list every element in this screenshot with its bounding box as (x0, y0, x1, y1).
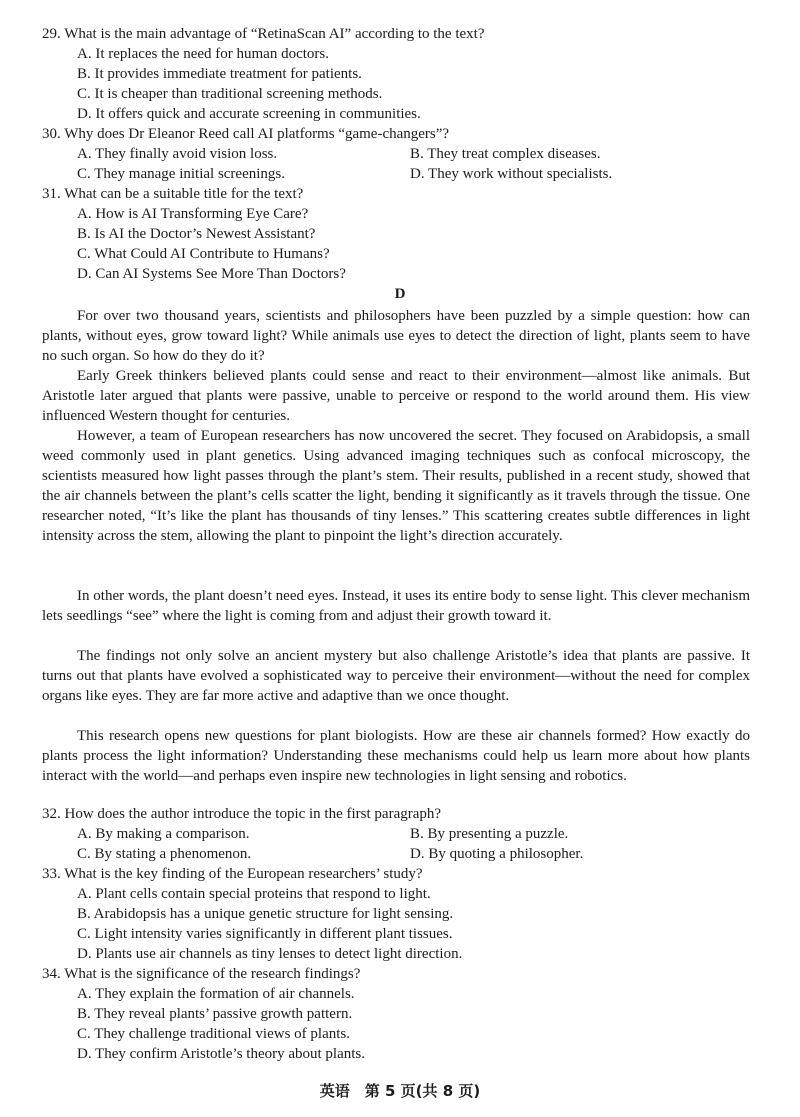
page-footer: 英语 第 5 页(共 8 页) (319, 1082, 481, 1100)
question-31: 31. What can be a suitable title for the text? (42, 186, 304, 202)
q34-option-c[interactable]: C. They challenge traditional views of plants. (77, 1026, 350, 1042)
q31-option-c[interactable]: C. What Could AI Contribute to Humans? (77, 246, 330, 262)
q34-option-b[interactable]: B. They reveal plants’ passive growth pattern. (77, 1006, 353, 1022)
q31-option-b[interactable]: B. Is AI the Doctor’s Newest Assistant? (77, 226, 316, 242)
q34-option-a[interactable]: A. They explain the formation of air channels. (77, 986, 355, 1002)
q31-option-d[interactable]: D. Can AI Systems See More Than Doctors? (77, 266, 346, 282)
section-label: D (394, 286, 406, 302)
q29-option-b[interactable]: B. It provides immediate treatment for patients. (77, 66, 362, 82)
q31-option-a[interactable]: A. How is AI Transforming Eye Care? (77, 206, 309, 222)
question-32: 32. How does the author introduce the topic in the first paragraph? (42, 806, 442, 822)
q32-option-b[interactable]: B. By presenting a puzzle. (410, 826, 569, 842)
question-30: 30. Why does Dr Eleanor Reed call AI platforms “game-changers”? (42, 126, 450, 142)
q33-option-b[interactable]: B. Arabidopsis has a unique genetic structure for light sensing. (77, 906, 454, 922)
q29-option-d[interactable]: D. It offers quick and accurate screening in communities. (77, 106, 421, 122)
q30-option-d[interactable]: D. They work without specialists. (410, 166, 613, 182)
passage-paragraph-5: The findings not only solve an ancient mystery but also challenge Aristotle’s idea that plants are passive. It turns out that plants have evolved a sophisticated way to perceive their environment—without the need for complex organs like eyes. They are far more active and adaptive than we once thought. (42, 648, 750, 704)
passage-paragraph-1: For over two thousand years, scientists and philosophers have been puzzled by a simple question: how can plants, without eyes, grow toward light? While animals use eyes to detect the direction of light, plants seem to have no such organ. So how do they do it? (42, 308, 750, 364)
q29-option-a[interactable]: A. It replaces the need for human doctors. (77, 46, 329, 62)
q33-option-a[interactable]: A. Plant cells contain special proteins that respond to light. (77, 886, 431, 902)
q29-option-c[interactable]: C. It is cheaper than traditional screening methods. (77, 86, 383, 102)
q32-option-a[interactable]: A. By making a comparison. (77, 826, 250, 842)
passage-paragraph-2: Early Greek thinkers believed plants could sense and react to their environment—almost like animals. But Aristotle later argued that plants were passive, unable to perceive or respond to the world around them. His view influenced Western thought for centuries. (42, 368, 750, 424)
passage-paragraph-3: However, a team of European researchers has now uncovered the secret. They focused on Arabidopsis, a small weed commonly used in plant genetics. Using advanced imaging techniques such as confocal microscopy, the scientists measured how light passes through the plant’s stem. Their results, published in a recent study, showed that the air channels between the plant’s cells scatter the light, bending it significantly as it travels through the tissue. One researcher noted, “It’s like the plant has thousands of tiny lenses.” This scattering creates subtle differences in light intensity across the stem, allowing the plant to pinpoint the light’s direction accurately. (42, 428, 750, 544)
passage-paragraph-6: This research opens new questions for plant biologists. How are these air channels formed? How exactly do plants process the light information? Understanding these mechanisms could help us learn more about how plants interact with the world—and perhaps even inspire new technologies in light sensing and robotics. (42, 728, 750, 784)
q30-option-b[interactable]: B. They treat complex diseases. (410, 146, 601, 162)
question-29: 29. What is the main advantage of “RetinaScan AI” according to the text? (42, 26, 485, 42)
passage-paragraph-4: In other words, the plant doesn’t need eyes. Instead, it uses its entire body to sense light. This clever mechanism lets seedlings “see” where the light is coming from and adjust their growth toward it. (42, 588, 750, 624)
question-33: 33. What is the key finding of the European researchers’ study? (42, 866, 423, 882)
q30-option-a[interactable]: A. They finally avoid vision loss. (77, 146, 278, 162)
q32-option-c[interactable]: C. By stating a phenomenon. (77, 846, 252, 862)
q33-option-c[interactable]: C. Light intensity varies significantly in different plant tissues. (77, 926, 453, 942)
q32-option-d[interactable]: D. By quoting a philosopher. (410, 846, 584, 862)
q30-option-c[interactable]: C. They manage initial screenings. (77, 166, 286, 182)
q34-option-d[interactable]: D. They confirm Aristotle’s theory about plants. (77, 1046, 366, 1062)
q33-option-d[interactable]: D. Plants use air channels as tiny lenses to detect light direction. (77, 946, 463, 962)
question-34: 34. What is the significance of the research findings? (42, 966, 361, 982)
